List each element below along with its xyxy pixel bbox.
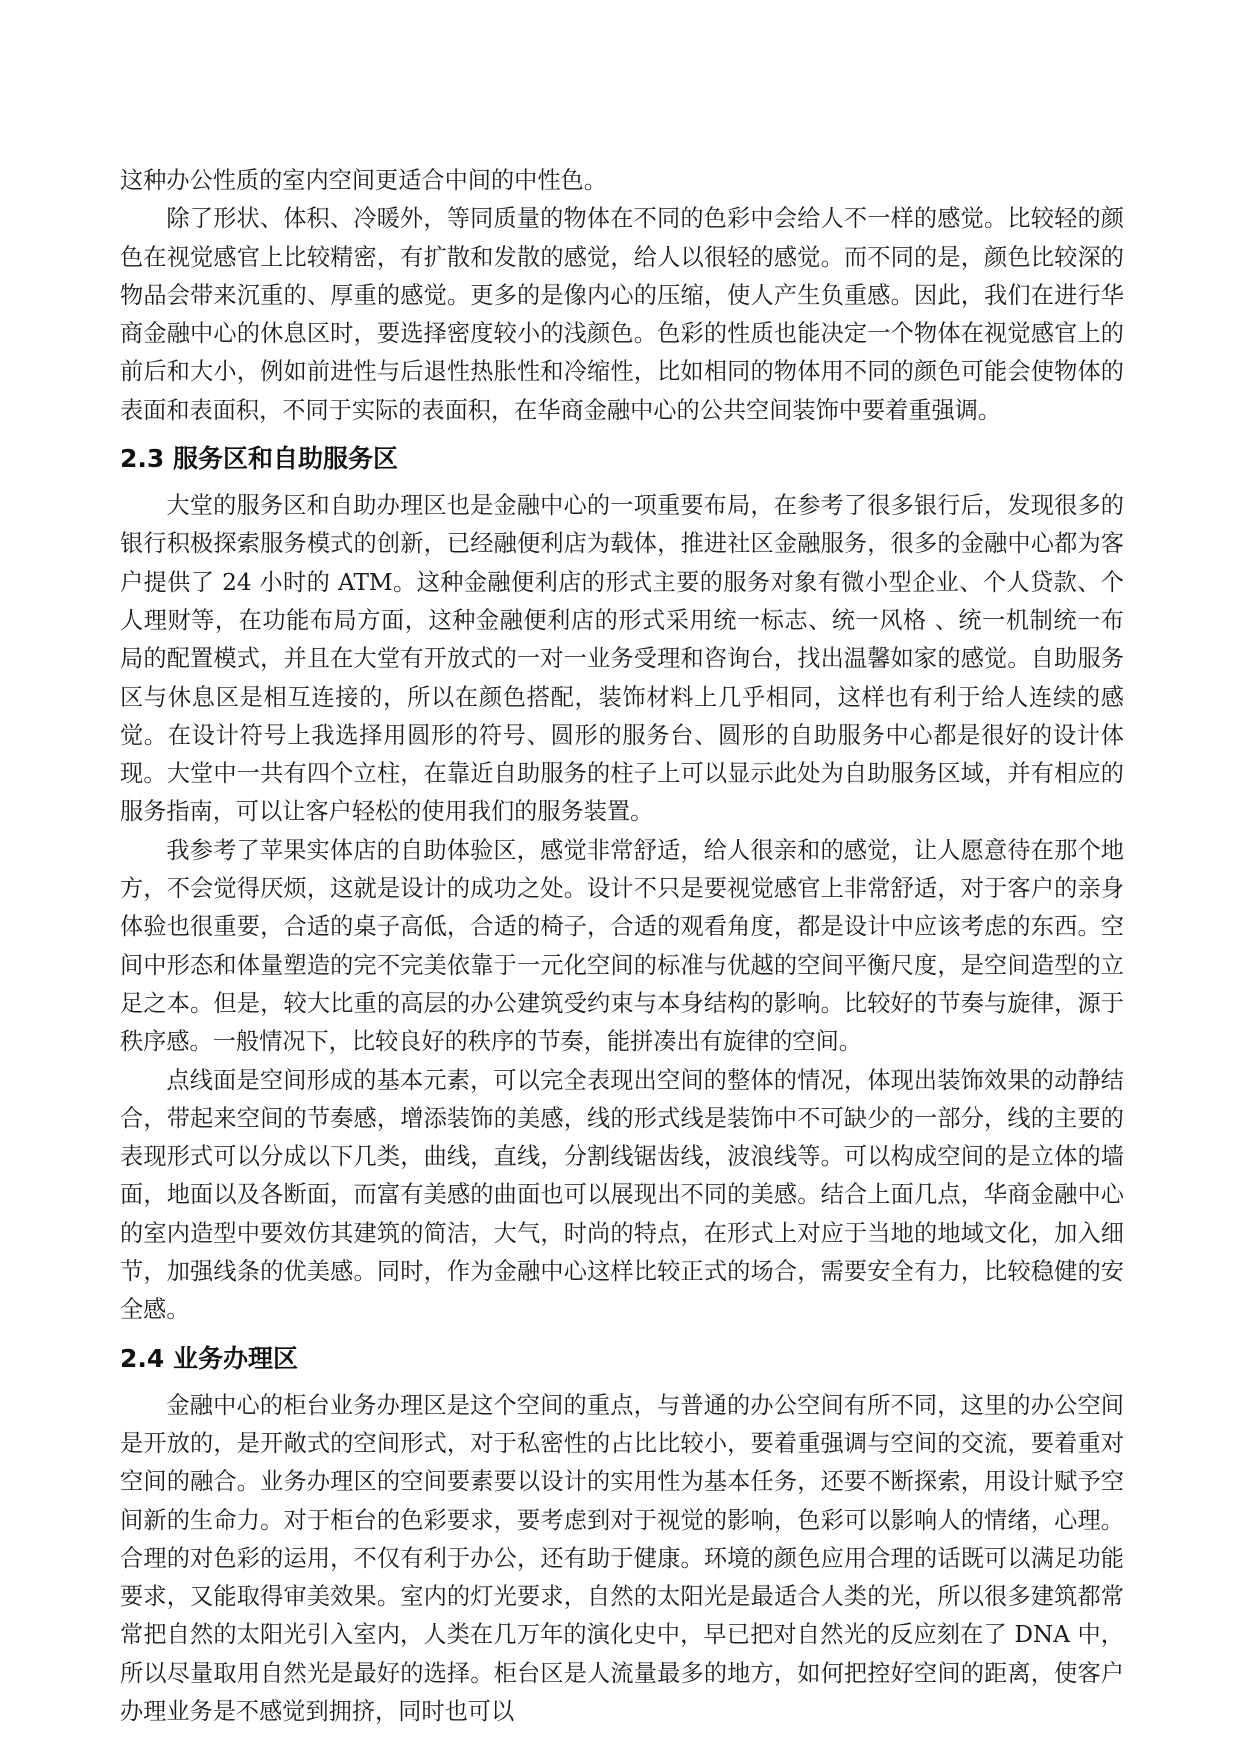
paragraph-color-weight: 除了形状、体积、冷暖外，等同质量的物体在不同的色彩中会给人不一样的感觉。比较轻的颜色在视觉感官上比较精密，有扩散和发散的感觉，给人以很轻的感觉。而不同的是，颜色比较深的物品会带来沉重的、厚重的感觉。更多的是像内心的压缩，使人产生负重感。因此，我们在进行华商金融中心的休息区时，要选择密度较小的浅颜色。色彩的性质也能决定一个物体在视觉感官上的前后和大小，例如前进性与后退性热胀性和冷缩性，比如相同的物体用不同的颜色可能会使物体的表面和表面积，不同于实际的表面积，在华商金融中心的公共空间装饰中要着重强调。 xyxy=(120,205,1124,424)
paragraph-point-line-plane: 点线面是空间形成的基本元素，可以完全表现出空间的整体的情况，体现出装饰效果的动静结合，带起来空间的节奏感，增添装饰的美感，线的形式线是装饰中不可缺少的一部分，线的主要的表现形式可以分成以下几类，曲线，直线，分割线锯齿线，波浪线等。可以构成空间的是立体的墙面，地面以及各断面，而富有美感的曲面也可以展现出不同的美感。结合上面几点，华商金融中心的室内造型中要效仿其建筑的简洁，大气，时尚的特点，在形式上对应于当地的地域文化，加入细节，加强线条的优美感。同时，作为金融中心这样比较正式的场合，需要安全有力，比较稳健的安全感。 xyxy=(120,1066,1124,1324)
document-page xyxy=(120,162,1124,1731)
paragraph-business-area: 金融中心的柜台业务办理区是这个空间的重点，与普通的办公空间有所不同，这里的办公空间是开放的，是开敞式的空间形式，对于私密性的占比比较小，要着重强调与空间的交流，要着重对空间的融合。业务办理区的空间要素要以设计的实用性为基本任务，还要不断探索，用设计赋予空间新的生命力。对于柜台的色彩要求，要考虑到对于视觉的影响，色彩可以影响人的情绪，心理。合理的对色彩的运用，不仅有利于办公，还有助于健康。环境的颜色应用合理的话既可以满足功能要求，又能取得审美效果。室内的灯光要求，自然的太阳光是最适合人类的光，所以很多建筑都常常把自然的太阳光引入室内，人类在几万年的演化史中，早已把对自然光的反应刻在了 DNA 中，所以尽量取用自然光是最好的选择。柜台区是人流量最多的地方，如何把控好空间的距离，使客户办理业务是不感觉到拥挤，同时也可以 xyxy=(120,1391,1124,1725)
paragraph-continuation: 这种办公性质的室内空间更适合中间的中性色。 xyxy=(120,167,607,194)
section-heading-2-3: 2.3 服务区和自助服务区 xyxy=(120,444,398,474)
paragraph-service-area: 大堂的服务区和自助办理区也是金融中心的一项重要布局，在参考了很多银行后，发现很多的银行积极探索服务模式的创新，已经融便利店为载体，推进社区金融服务，很多的金融中心都为客户提供了 24 小时的 ATM。这种金融便利店的形式主要的服务对象有微小型企业、个人贷款、个人理财等，在功能布局方面，这种金融便利店的形式采用统一标志、统一风格 、统一机制统一布局的配置模式，并且在大堂有开放式的一对一业务受理和咨询台，找出温馨如家的感觉。自助服务区与休息区是相互连接的，所以在颜色搭配，装饰材料上几乎相同，这样也有利于给人连续的感觉。在设计符号上我选择用圆形的符号、圆形的服务台、圆形的自助服务中心都是很好的设计体现。大堂中一共有四个立柱，在靠近自助服务的柱子上可以显示此处为自助服务区域，并有相应的服务指南，可以让客户轻松的使用我们的服务装置。 xyxy=(120,492,1124,826)
paragraph-apple-store: 我参考了苹果实体店的自助体验区，感觉非常舒适，给人很亲和的感觉，让人愿意待在那个地方，不会觉得厌烦，这就是设计的成功之处。设计不只是要视觉感官上非常舒适，对于客户的亲身体验也很重要，合适的桌子高低，合适的椅子，合适的观看角度，都是设计中应该考虑的东西。空间中形态和体量塑造的完不完美依靠于一元化空间的标准与优越的空间平衡尺度，是空间造型的立足之本。但是，较大比重的高层的办公建筑受约束与本身结构的影响。比较好的节奏与旋律，源于秩序感。一般情况下，比较良好的秩序的节奏，能拼凑出有旋律的空间。 xyxy=(120,836,1124,1056)
section-heading-2-4: 2.4 业务办理区 xyxy=(120,1343,298,1373)
